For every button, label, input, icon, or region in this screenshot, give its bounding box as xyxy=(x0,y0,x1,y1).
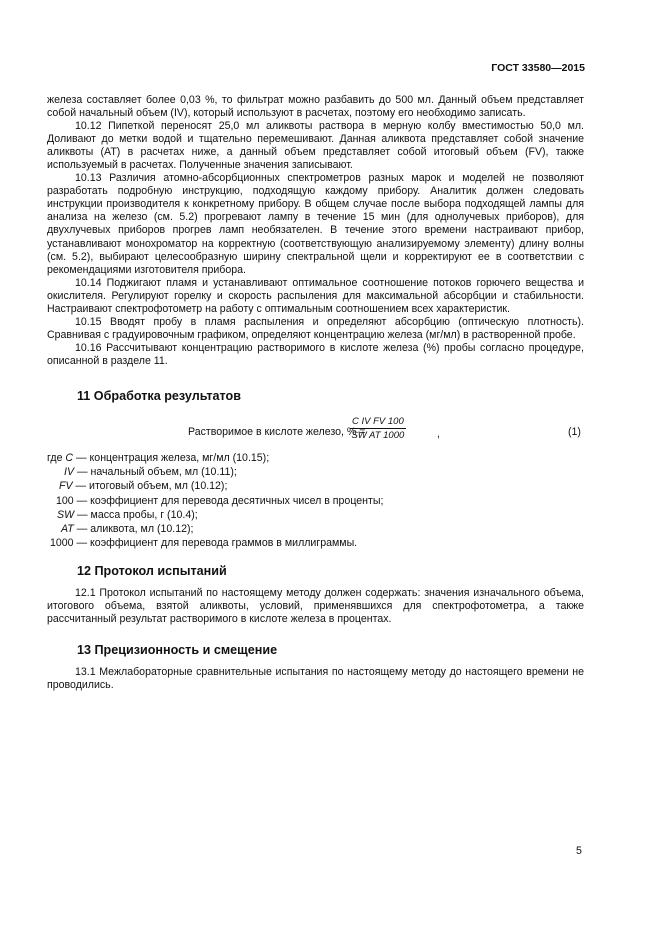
formula-legend xyxy=(47,451,383,550)
paragraph-13-1: 13.1 Межлабораторные сравнительные испытания по настоящему методу до настоящего времени не проводились. xyxy=(47,666,584,692)
formula-denominator: SW AT 1000 xyxy=(351,430,405,441)
paragraph-10-13: 10.13 Различия атомно-абсорбционных спектрометров разных марок и моделей не позволяют разработать подробную инструкцию, подходящую каждому прибору. Аналитик должен следовать инструкции производителя к конкретному прибору. В общем случае после выбора подходящей лампы для анализа на железо (см. 5.2) прогревают лампу в течение 15 мин (для однолучевых приборов), для двухлучевых приборов прогрев ламп необязателен. В течение этого времени настраивают прибор, устанавливают монохроматор на корректную (соответствующую анализируемому элементу) длину волны (см. 5.2), выбирают целесообразную ширину спектральной щели и корректируют ее в соответствии с рекомендациями изготовителя прибора. xyxy=(47,172,584,276)
document-header: ГОСТ 33580—2015 xyxy=(491,62,585,74)
formula-number: (1) xyxy=(568,426,581,438)
section-13-body xyxy=(47,666,584,692)
section-13-heading: 13 Прецизионность и смещение xyxy=(77,643,278,657)
legend-row: SW — масса пробы, г (10.4); xyxy=(57,508,198,521)
paragraph-10-16: 10.16 Рассчитывают концентрацию растворимого в кислоте железа (%) пробы согласно процедуре, описанной в разделе 11. xyxy=(47,341,584,367)
legend-row: AT — аликвота, мл (10.12); xyxy=(61,523,194,536)
paragraph-continuation: железа составляет более 0,03 %, то фильтрат можно разбавить до 500 мл. Данный объем представляет собой начальный объем (IV), который используют в расчетах, поэтому его необходимо записать. xyxy=(47,94,584,120)
paragraph-10-14: 10.14 Поджигают пламя и устанавливают оптимальное соотношение потоков горючего вещества и окислителя. Регулируют горелку и скорость распыления для максимальной абсорбции и стабильности. Настраивают спектрофотометр на работу с оптимальным соотношением всех характеристик. xyxy=(47,276,584,315)
paragraph-10-12: 10.12 Пипеткой переносят 25,0 мл аликвоты раствора в мерную колбу вместимостью 50,0 мл. Доливают до метки водой и тщательно перемешивают. Данная аликвота представляет собой значение аликвоты (AT) в расчетах ниже, а данный объем представляет собой итоговый объем (FV), также используемый в расчетах. Полученные значения записывают. xyxy=(47,120,584,172)
formula-comma: , xyxy=(437,428,440,440)
formula-label: Растворимое в кислоте железо, % = xyxy=(188,426,366,438)
legend-row: FV — итоговый объем, мл (10.12); xyxy=(59,480,228,493)
formula-numerator: C IV FV 100 xyxy=(352,416,404,427)
legend-row: IV — начальный объем, мл (10.11); xyxy=(64,466,237,479)
section-12-heading: 12 Протокол испытаний xyxy=(77,564,227,578)
formula-fraction xyxy=(350,415,406,442)
section-11-heading: 11 Обработка результатов xyxy=(77,389,241,403)
page-number: 5 xyxy=(576,845,582,857)
legend-row: 100 — коэффициент для перевода десятичных чисел в проценты; xyxy=(56,494,384,507)
paragraph-12-1: 12.1 Протокол испытаний по настоящему методу должен содержать: значения изначального объема, итогового объема, взятой аликвоты, условий, применявшихся для спектрофотометра, а также рассчитанный результат растворимого в кислоте железа в процентах. xyxy=(47,587,584,626)
legend-row: где C — концентрация железа, мг/мл (10.15); xyxy=(47,452,270,464)
section-12-body xyxy=(47,587,584,626)
legend-row: 1000 — коэффициент для перевода граммов в миллиграммы. xyxy=(50,537,358,550)
paragraph-10-15: 10.15 Вводят пробу в пламя распыления и определяют абсорбцию (оптическую плотность). Сравнивая с градуировочным графиком, определяют концентрацию железа (мг/мл) в растворенной пробе. xyxy=(47,315,584,341)
body-text xyxy=(47,94,584,368)
